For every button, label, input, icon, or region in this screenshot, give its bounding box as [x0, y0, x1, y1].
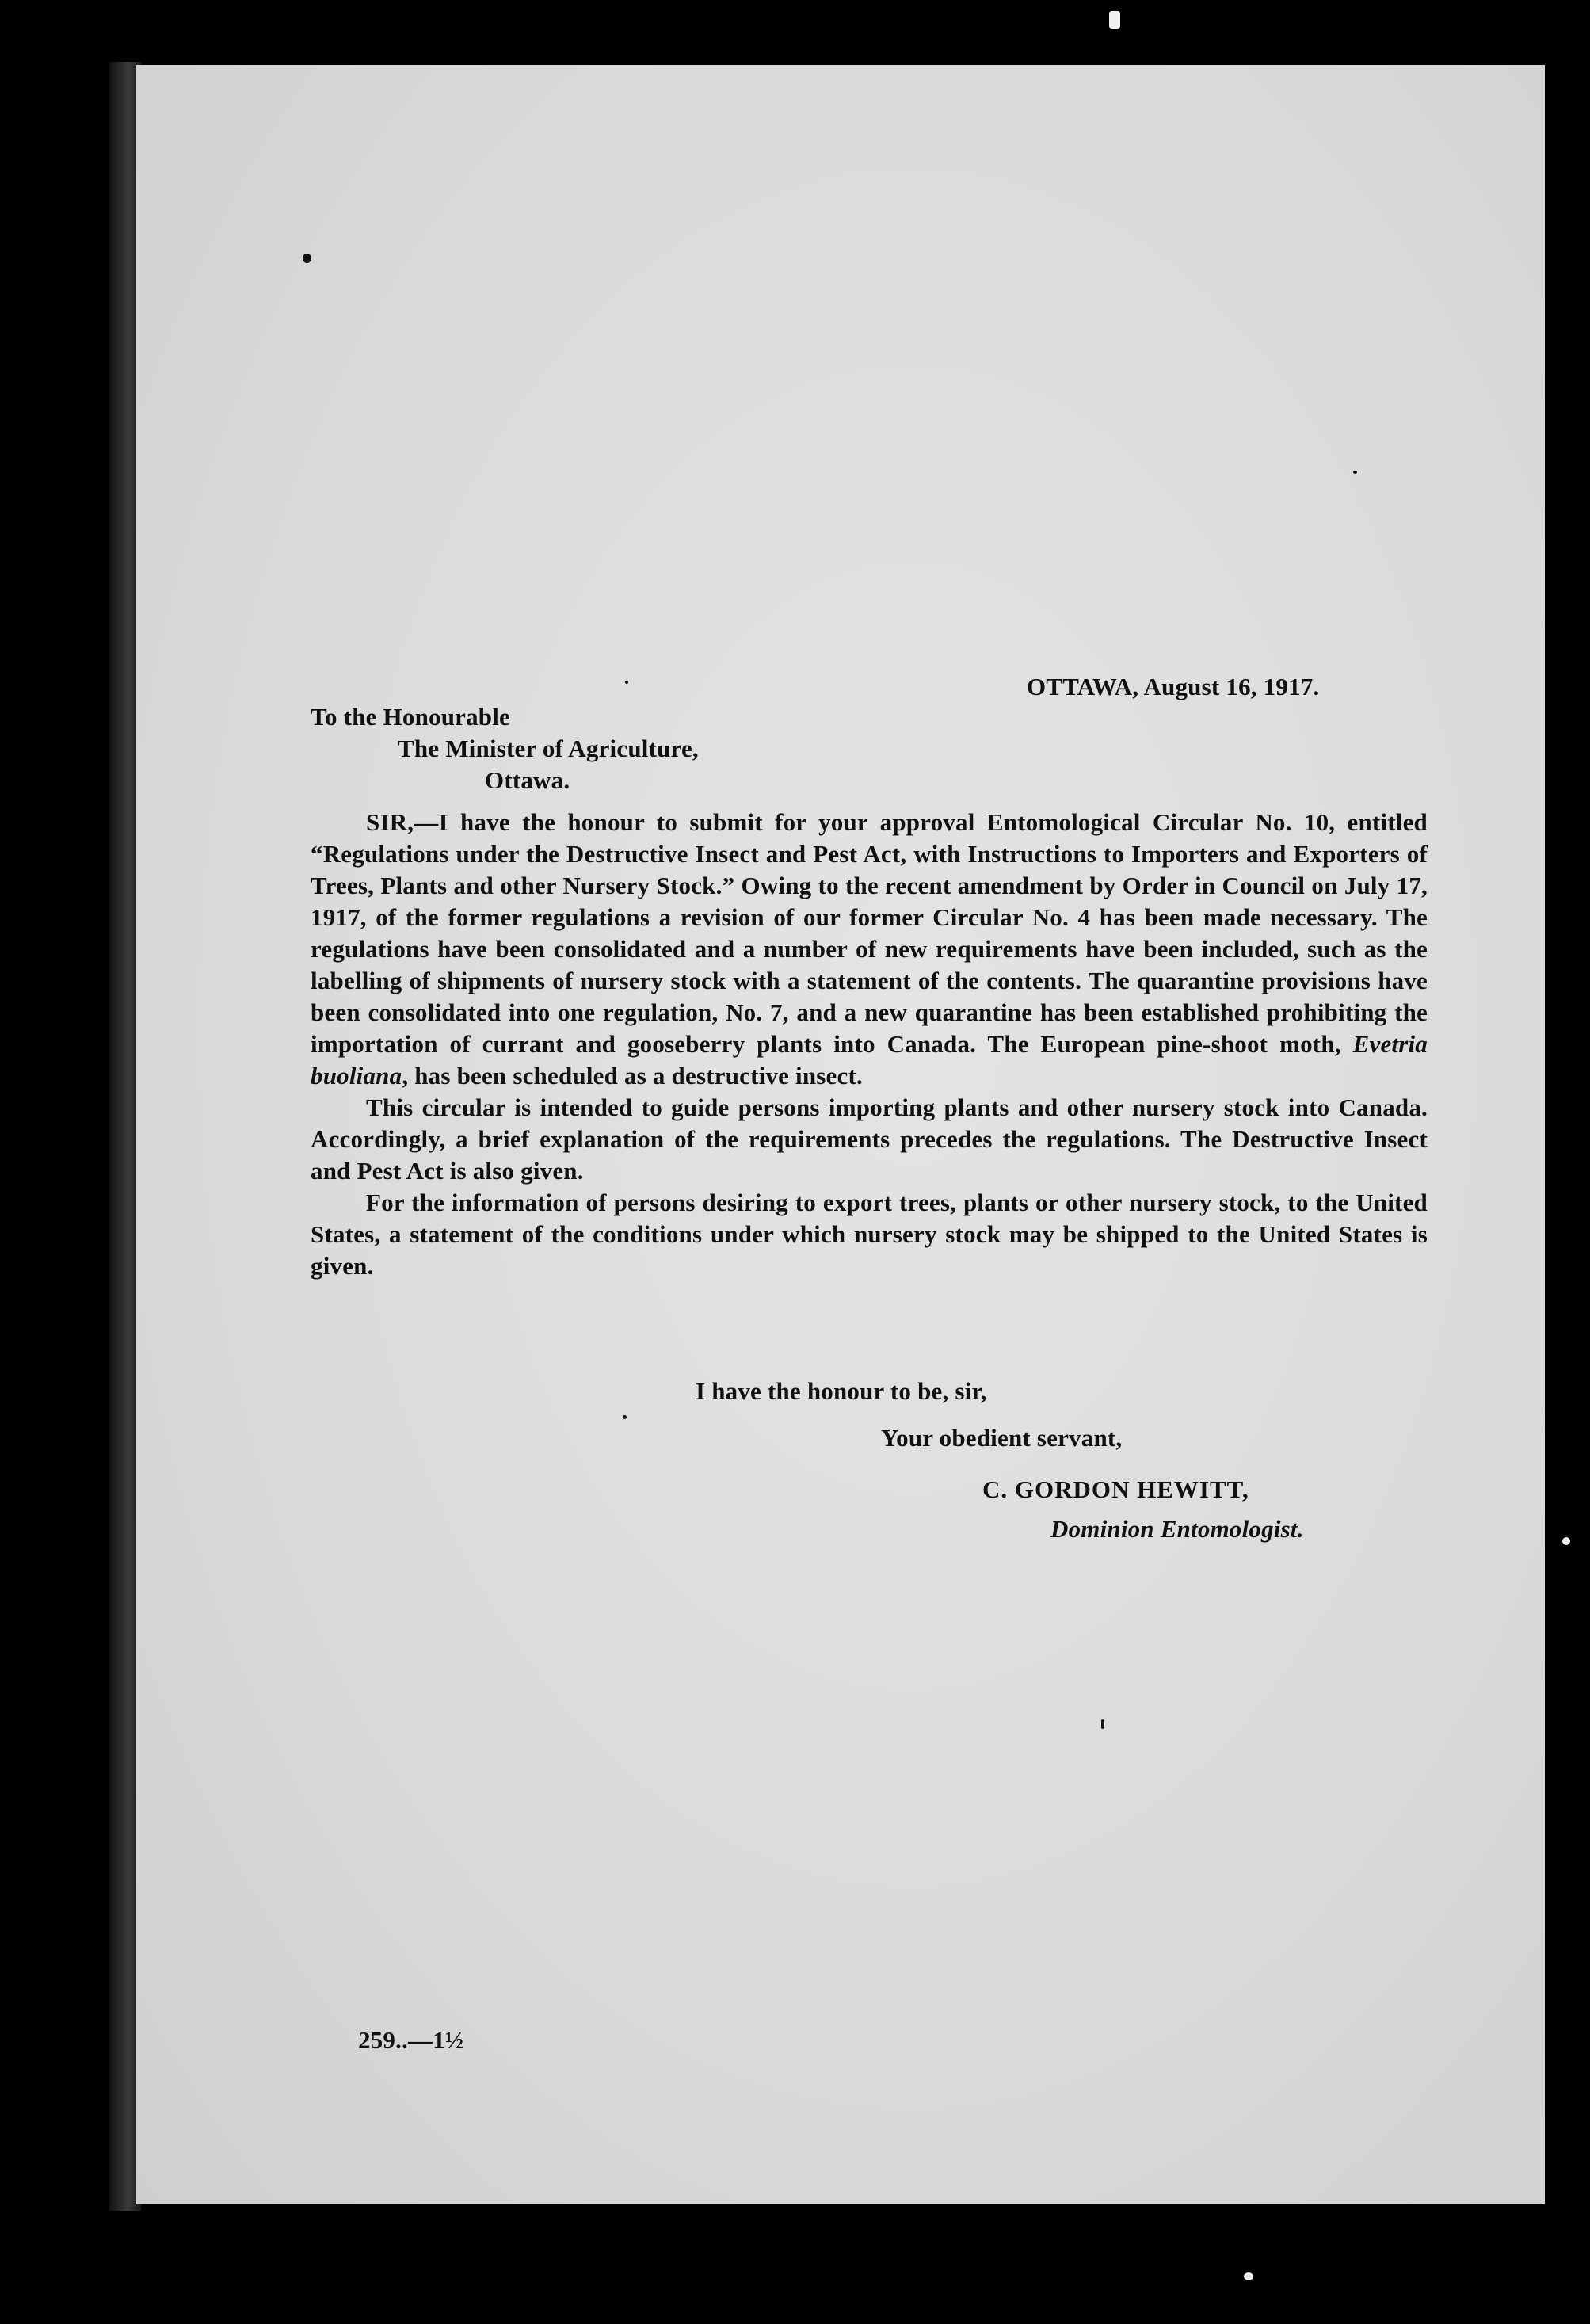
addressee-line: The Minister of Agriculture, [398, 735, 699, 762]
paragraph: For the information of persons desiring to export trees, plants or other nursery stock, to the United States, a statement of the conditions under which nursery stock may be shipped to the United States is given. [311, 1189, 1428, 1280]
paragraph [311, 807, 1428, 1092]
signatory-title: Dominion Entomologist. [1050, 1515, 1304, 1543]
paragraph: This circular is intended to guide persons importing plants and other nursery stock into Canada. Accordingly, a brief explanation of the requirements precedes the regulations. The Destructive Insect and Pest Act is also given. [311, 1093, 1428, 1185]
letter-body [311, 807, 1428, 1282]
addressee-line: To the Honourable [311, 703, 511, 731]
ink-speck [303, 254, 311, 263]
signature: C. GORDON HEWITT, [982, 1475, 1249, 1503]
closing-line: I have the honour to be, sir, [696, 1377, 987, 1405]
ink-speck [1101, 1719, 1104, 1729]
ink-speck [1244, 2272, 1253, 2280]
paragraph-text: , has been scheduled as a destructive insect. [402, 1062, 863, 1089]
species-name: Evetria buoliana [311, 1030, 1428, 1089]
closing-line: Your obedient servant, [881, 1424, 1123, 1452]
footer-printer-mark: 259..—1½ [358, 2026, 464, 2054]
dateline: OTTAWA, August 16, 1917. [1027, 673, 1320, 700]
ink-speck [1353, 471, 1357, 474]
paragraph-text: —I have the honour to submit for your approval Entomological Circular No. 10, entitled “Regulations under the Destructive Insect and Pest Act, with Instructions to Importers and Exporters of Trees, Plants and other Nursery Stock.” Owing to the recent amendment by Order in Council on July 17, 1917, of the former regulations a revision of our former Circular No. 4 has been made necessary. The regulations have been consolidated and a number of new requirements have been included, such as the labelling of shipments of nursery stock with a statement of the contents. The quarantine provisions have been consolidated into one regulation, No. 7, and a new quarantine has been established prohibiting the importation of currant and gooseberry plants into Canada. The European pine-shoot moth, [311, 808, 1428, 1058]
ink-speck [1562, 1537, 1570, 1545]
ink-speck [623, 1415, 627, 1419]
addressee-line: Ottawa. [485, 766, 570, 794]
salutation: SIR, [366, 808, 414, 836]
addressee-block [311, 701, 699, 796]
ink-speck [1109, 11, 1120, 29]
ink-speck [625, 681, 628, 684]
